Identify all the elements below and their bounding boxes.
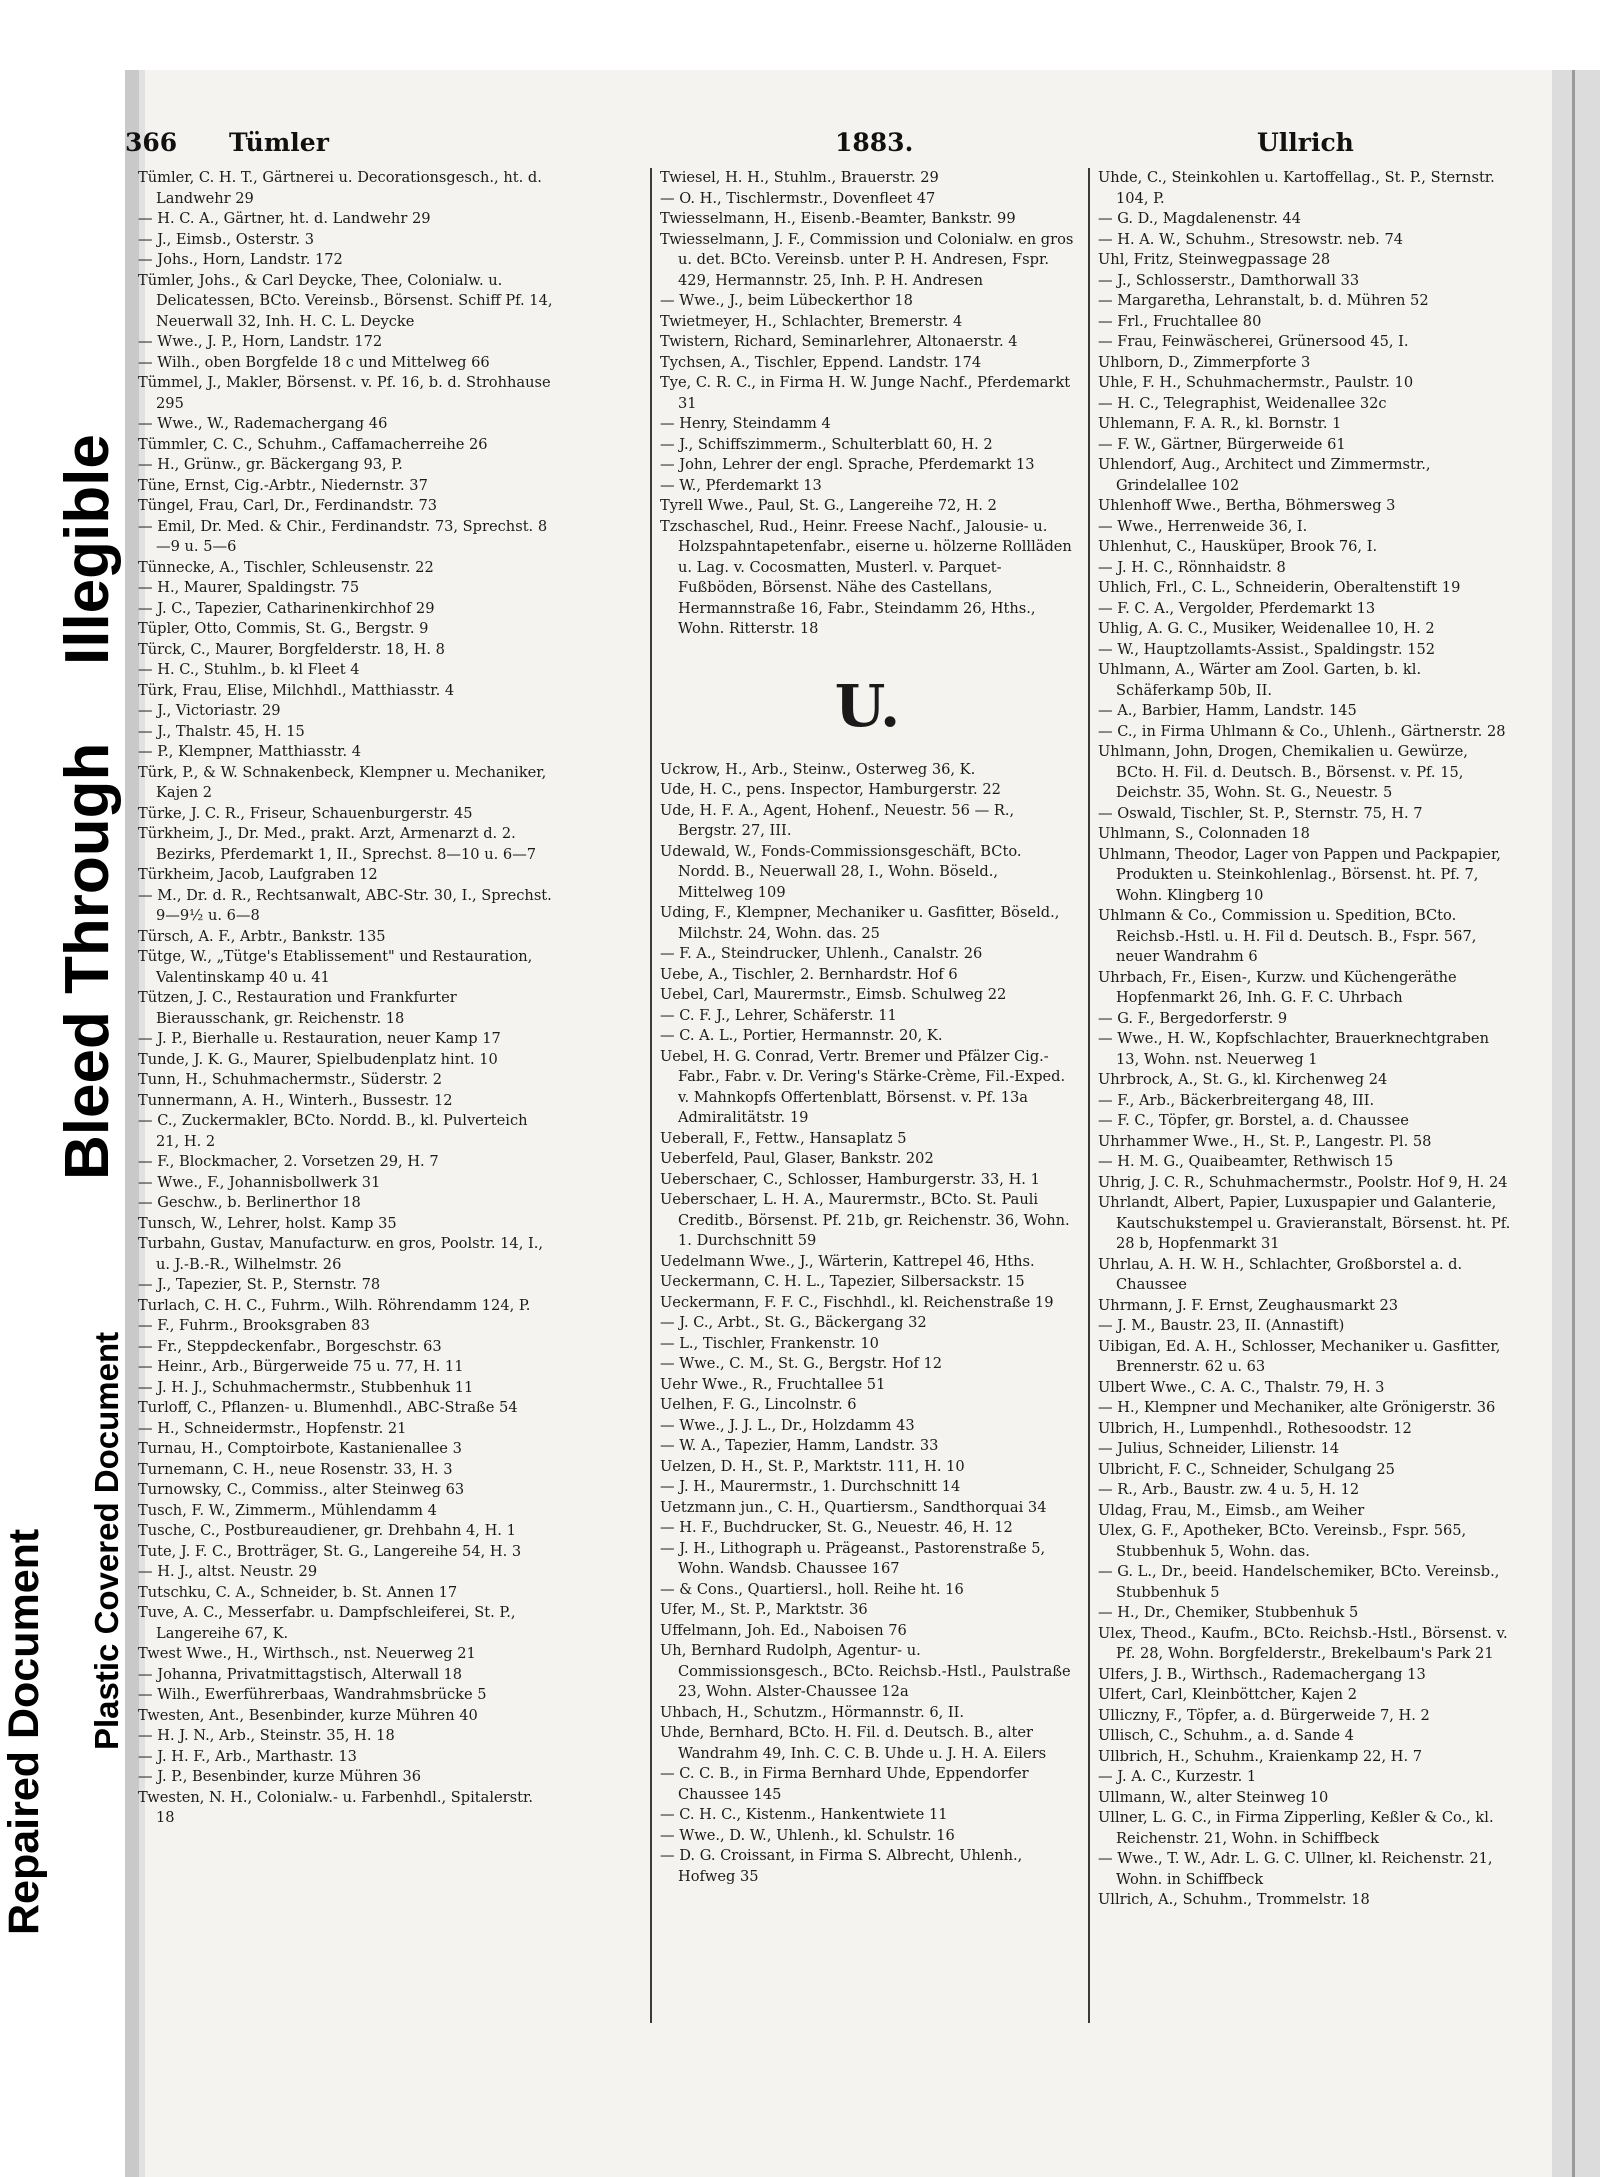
directory-entry: Uetzmann jun., C. H., Quartiersm., Sandthorquai 34 [660,1498,1047,1516]
directory-entry: Ueberfeld, Paul, Glaser, Bankstr. 202 [660,1150,934,1167]
directory-entry: — F., Fuhrm., Brooksgraben 83 [138,1317,370,1334]
directory-entry: Uhrbrock, A., St. G., kl. Kirchenweg 24 [1098,1071,1388,1088]
repaired-document-label: Repaired Document [0,1528,48,1935]
directory-entry: Uldag, Frau, M., Eimsb., am Weiher [1098,1501,1365,1519]
directory-entry: Ullbrich, H., Schuhm., Kraienkamp 22, H. 7 [1098,1747,1423,1765]
directory-entry: Uhrig, J. C. R., Schuhmachermstr., Poolstr. Hof 9, H. 24 [1098,1173,1508,1191]
directory-entry: — H., Dr., Chemiker, Stubbenhuk 5 [1098,1604,1359,1621]
directory-entry: Twietmeyer, H., Schlachter, Bremerstr. 4 [660,312,963,330]
directory-entry: — A., Barbier, Hamm, Landstr. 145 [1098,702,1357,719]
directory-entry: — J., Victoriastr. 29 [138,702,281,719]
column-2-top-entries [660,168,1075,640]
directory-entry: Türsch, A. F., Arbtr., Bankstr. 135 [138,927,386,945]
directory-entry: — Wwe., D. W., Uhlenh., kl. Schulstr. 16 [660,1826,955,1844]
directory-entry: Uhrbach, Fr., Eisen-, Kurzw. und Küchengeräthe Hopfenmarkt 26, Inh. G. F. C. Uhrbach [1098,968,1457,1006]
page-header [125,128,1425,164]
directory-entry: Tunnermann, A. H., Winterh., Bussestr. 12 [138,1091,453,1109]
directory-entry: — Wwe., H. W., Kopfschlachter, Brauerknechtgraben 13, Wohn. nst. Neuerweg 1 [1098,1030,1489,1068]
directory-entry: Ueberall, F., Fettw., Hansaplatz 5 [660,1129,907,1147]
directory-entry: Uhlemann, F. A. R., kl. Bornstr. 1 [1098,415,1342,432]
section-letter-u: U. [834,671,901,740]
page-binding-edge [125,70,139,2177]
directory-entry: Ueckermann, C. H. L., Tapezier, Silbersackstr. 15 [660,1273,1025,1290]
directory-entry: — Wwe., J. P., Horn, Landstr. 172 [138,333,383,350]
directory-entry: Twesten, N. H., Colonialw.- u. Farbenhdl., Spitalerstr. 18 [138,1788,533,1826]
directory-entry: Twest Wwe., H., Wirthsch., nst. Neuerweg 21 [138,1645,476,1662]
directory-entry: — J. M., Baustr. 23, II. (Annastift) [1098,1317,1345,1334]
directory-column-2 [660,168,1075,2028]
directory-entry: Ulex, G. F., Apotheker, BCto. Vereinsb., Fspr. 565, Stubbenhuk 5, Wohn. das. [1098,1522,1467,1560]
directory-entry: Turloff, C., Pflanzen- u. Blumenhdl., ABC-Straße 54 [138,1399,518,1416]
directory-entry: — Wilh., Ewerführerbaas, Wandrahmsbrücke 5 [138,1686,487,1703]
header-left-word: Tümler [229,128,329,157]
directory-entry: Tychsen, A., Tischler, Eppend. Landstr. 174 [660,353,982,371]
directory-entry: Uhle, F. H., Schuhmachermstr., Paulstr. 10 [1098,374,1414,391]
directory-entry: Uckrow, H., Arb., Steinw., Osterweg 36, K. [660,760,976,778]
directory-entry: — H., Klempner und Mechaniker, alte Grönigerstr. 36 [1098,1399,1496,1416]
directory-entry: — F. W., Gärtner, Bürgerweide 61 [1098,435,1346,453]
directory-entry: Uebe, A., Tischler, 2. Bernhardstr. Hof 6 [660,965,958,983]
directory-column-3 [1098,168,1513,2028]
directory-entry: Tunde, J. K. G., Maurer, Spielbudenplatz hint. 10 [138,1050,498,1068]
directory-entry: Türck, C., Maurer, Borgfelderstr. 18, H. 8 [138,640,445,658]
directory-entry: Ulbricht, F. C., Schneider, Schulgang 25 [1098,1460,1395,1478]
directory-entry: — Heinr., Arb., Bürgerweide 75 u. 77, H. 11 [138,1358,464,1375]
directory-entry: — Wwe., Herrenweide 36, I. [1098,517,1308,535]
directory-entry: — O. H., Tischlermstr., Dovenfleet 47 [660,189,936,207]
directory-entry: — C., Zuckermakler, BCto. Nordd. B., kl. Pulverteich 21, H. 2 [138,1112,528,1150]
directory-entry: Ulex, Theod., Kaufm., BCto. Reichsb.-Hstl., Börsenst. v. Pf. 28, Wohn. Borgfelderstr., Brekelbaum's Park 21 [1098,1624,1508,1662]
directory-entry: Uhlenhut, C., Hausküper, Brook 76, I. [1098,538,1378,555]
directory-entry: — H. C. A., Gärtner, ht. d. Landwehr 29 [138,210,431,227]
directory-entry: Ueberschaer, L. H. A., Maurermstr., BCto. St. Pauli Creditb., Börsenst. Pf. 21b, gr. Reichenstr. 36, Wohn. 1. Durchschnitt 59 [660,1191,1070,1249]
directory-entry: — J. H. F., Arb., Marthastr. 13 [138,1747,357,1765]
directory-entry: Uhlmann, Theodor, Lager von Pappen und Packpapier, Produkten u. Steinkohlenlag., Börsenst. ht. Pf. 7, Wohn. Klingberg 10 [1098,845,1501,904]
directory-entry: Ullisch, C., Schuhm., a. d. Sande 4 [1098,1727,1354,1744]
directory-entry: Tützen, J. C., Restauration und Frankfurter Bierausschank, gr. Reichenstr. 18 [138,989,457,1027]
directory-entry: — John, Lehrer der engl. Sprache, Pferdemarkt 13 [660,456,1035,473]
directory-entry: Türk, Frau, Elise, Milchhdl., Matthiasstr. 4 [138,681,455,699]
directory-entry: — C. C. B., in Firma Bernhard Uhde, Eppendorfer Chaussee 145 [660,1765,1029,1803]
directory-entry: Uhlmann, A., Wärter am Zool. Garten, b. kl. Schäferkamp 50b, II. [1098,661,1422,699]
directory-entry: — J. P., Bierhalle u. Restauration, neuer Kamp 17 [138,1030,501,1047]
directory-entry: — H. F., Buchdrucker, St. G., Neuestr. 46, H. 12 [660,1519,1013,1536]
directory-entry: — J. P., Besenbinder, kurze Mühren 36 [138,1768,422,1785]
directory-entry: Uelhen, F. G., Lincolnstr. 6 [660,1396,857,1413]
directory-entry: — R., Arb., Baustr. zw. 4 u. 5, H. 12 [1098,1481,1360,1498]
column-divider-2 [1088,168,1090,2023]
directory-entry: Ulliczny, F., Töpfer, a. d. Bürgerweide 7, H. 2 [1098,1706,1430,1724]
directory-entry: Ullner, L. G. C., in Firma Zipperling, Keßler & Co., kl. Reichenstr. 21, Wohn. in Schiffbeck [1098,1809,1494,1847]
directory-entry: Twiesel, H. H., Stuhlm., Brauerstr. 29 [660,169,939,186]
plastic-covered-label: Plastic Covered Document [88,1331,125,1750]
directory-entry: — M., Dr. d. R., Rechtsanwalt, ABC-Str. 30, I., Sprechst. 9—9½ u. 6—8 [138,886,552,924]
directory-entry: — G. D., Magdalenenstr. 44 [1098,210,1302,227]
directory-entry: Uhl, Fritz, Steinwegpassage 28 [1098,251,1331,268]
directory-entry: Uhlenhoff Wwe., Bertha, Böhmersweg 3 [1098,497,1396,514]
bleed-through-label: Bleed Through [53,742,122,1180]
column-2-bottom-entries [660,760,1075,1888]
directory-entry: — J., Thalstr. 45, H. 15 [138,722,305,740]
directory-entry: Tutschku, C. A., Schneider, b. St. Annen 17 [138,1583,458,1601]
directory-entry: — F. C., Töpfer, gr. Borstel, a. d. Chaussee [1098,1112,1409,1129]
directory-entry: — Wwe., J., beim Lübeckerthor 18 [660,292,913,309]
directory-entry: — H. C., Telegraphist, Weidenallee 32c [1098,394,1387,412]
directory-entry: Uhrlau, A. H. W. H., Schlachter, Großborstel a. d. Chaussee [1098,1255,1463,1293]
directory-entry: — C. H. C., Kistenm., Hankentwiete 11 [660,1806,948,1823]
directory-entry: — F., Blockmacher, 2. Vorsetzen 29, H. 7 [138,1153,439,1170]
directory-entry: — Henry, Steindamm 4 [660,415,831,432]
directory-entry: Uhlmann, John, Drogen, Chemikalien u. Gewürze, BCto. H. Fil. d. Deutsch. B., Börsenst. v. Pf. 15, Deichstr. 35, Wohn. St. G., Neuestr. 5 [1098,743,1468,801]
directory-entry: Twesten, Ant., Besenbinder, kurze Mühren 40 [138,1706,478,1724]
directory-entry: Uhrmann, J. F. Ernst, Zeughausmarkt 23 [1098,1296,1399,1314]
directory-entry: Twistern, Richard, Seminarlehrer, Altonaerstr. 4 [660,333,1018,350]
directory-entry: Tye, C. R. C., in Firma H. W. Junge Nachf., Pferdemarkt 31 [660,374,1071,412]
directory-entry: — L., Tischler, Frankenstr. 10 [660,1334,879,1352]
directory-entry: — D. G. Croissant, in Firma S. Albrecht, Uhlenh., Hofweg 35 [660,1847,1023,1885]
directory-entry: Uhrlandt, Albert, Papier, Luxuspapier und Galanterie, Kautschukstempel u. Gravieranstalt, Börsenst. ht. Pf. 28 b, Hopfenmarkt 31 [1098,1194,1511,1252]
directory-entry: — H. J. N., Arb., Steinstr. 35, H. 18 [138,1727,395,1744]
directory-entry: Udewald, W., Fonds-Commissionsgeschäft, BCto. Nordd. B., Neuerwall 28, I., Wohn. Böseld., Mittelweg 109 [660,842,1022,901]
directory-entry: — W., Pferdemarkt 13 [660,476,822,494]
directory-entry: — J. A. C., Kurzestr. 1 [1098,1768,1257,1785]
directory-entry: — H. J., altst. Neustr. 29 [138,1563,318,1580]
directory-entry: Tütge, W., „Tütge's Etablissement" und Restauration, Valentinskamp 40 u. 41 [138,948,533,986]
directory-entry: Tünnecke, A., Tischler, Schleusenstr. 22 [138,558,434,576]
directory-entry: Ulbert Wwe., C. A. C., Thalstr. 79, H. 3 [1098,1378,1385,1396]
directory-entry: — G. L., Dr., beeid. Handelschemiker, BCto. Vereinsb., Stubbenhuk 5 [1098,1563,1500,1601]
directory-entry: Tusche, C., Postbureaudiener, gr. Drehbahn 4, H. 1 [138,1522,516,1539]
right-margin-line [1572,70,1575,2177]
directory-entry: Ude, H. C., pens. Inspector, Hamburgerstr. 22 [660,781,1001,798]
directory-entry: — H. C., Stuhlm., b. kl Fleet 4 [138,661,360,678]
directory-column-1 [138,168,553,2028]
directory-entry: — Wwe., F., Johannisbollwerk 31 [138,1173,381,1191]
directory-entry: — Wwe., W., Rademachergang 46 [138,415,388,432]
directory-entry: Twiesselmann, H., Eisenb.-Beamter, Bankstr. 99 [660,210,1016,227]
directory-entry: — H., Maurer, Spaldingstr. 75 [138,579,360,596]
directory-entry: Tümler, Johs., & Carl Deycke, Thee, Colonialw. u. Delicatessen, BCto. Vereinsb., Börsenst. Schiff Pf. 14, Neuerwall 32, Inh. H. C. L. Deycke [138,271,553,330]
directory-entry: Ude, H. F. A., Agent, Hohenf., Neuestr. 56 — R., Bergstr. 27, III. [660,801,1015,839]
directory-entry: Tute, J. F. C., Brotträger, St. G., Langereihe 54, H. 3 [138,1542,522,1560]
directory-entry: — Margaretha, Lehranstalt, b. d. Mühren 52 [1098,292,1429,309]
directory-entry: — Julius, Schneider, Lilienstr. 14 [1098,1440,1340,1457]
directory-entry: Turlach, C. H. C., Fuhrm., Wilh. Röhrendamm 124, P. [138,1296,531,1314]
directory-entry: Tüne, Ernst, Cig.-Arbtr., Niedernstr. 37 [138,476,428,494]
directory-entry: Tümmler, C. C., Schuhm., Caffamacherreihe 26 [138,435,488,453]
directory-entry: Tüpler, Otto, Commis, St. G., Bergstr. 9 [138,620,429,637]
directory-entry: Ulbrich, H., Lumpenhdl., Rothesoodstr. 12 [1098,1419,1412,1437]
directory-entry: Ullmann, W., alter Steinweg 10 [1098,1788,1329,1806]
directory-entry: — & Cons., Quartiersl., holl. Reihe ht. 16 [660,1580,964,1598]
directory-entry: — Frau, Feinwäscherei, Grünersood 45, I. [1098,333,1409,350]
directory-entry: — Johanna, Privatmittagstisch, Alterwall 18 [138,1665,463,1683]
directory-entry: Turnowsky, C., Commiss., alter Steinweg 63 [138,1481,465,1498]
directory-entry: Tüngel, Frau, Carl, Dr., Ferdinandstr. 73 [138,497,438,514]
page-number: 366 [125,128,178,157]
directory-entry: Uibigan, Ed. A. H., Schlosser, Mechaniker u. Gasfitter, Brennerstr. 62 u. 63 [1098,1337,1501,1375]
directory-entry: Uhbach, H., Schutzm., Hörmannstr. 6, II. [660,1703,965,1721]
directory-entry: — G. F., Bergedorferstr. 9 [1098,1009,1288,1027]
directory-entry: Uedelmann Wwe., J., Wärterin, Kattrepel 46, Hths. [660,1252,1035,1270]
directory-entry: — H., Schneidermstr., Hopfenstr. 21 [138,1419,407,1437]
right-margin-strip [1552,70,1600,2177]
directory-entry: Uh, Bernhard Rudolph, Agentur- u. Commissionsgesch., BCto. Reichsb.-Hstl., Paulstraße 23, Wohn. Alster-Chaussee 12a [660,1642,1071,1700]
directory-entry: Uffelmann, Joh. Ed., Naboisen 76 [660,1621,907,1639]
directory-entry: Tyrell Wwe., Paul, St. G., Langereihe 72, H. 2 [660,497,997,514]
directory-entry: Uhlich, Frl., C. L., Schneiderin, Oberaltenstift 19 [1098,579,1461,596]
directory-entry: Turnau, H., Comptoirbote, Kastanienallee 3 [138,1440,462,1457]
directory-entry: — J., Tapezier, St. P., Sternstr. 78 [138,1276,381,1293]
directory-entry: — Johs., Horn, Landstr. 172 [138,251,343,268]
directory-entry: — J. H., Maurermstr., 1. Durchschnitt 14 [660,1478,961,1495]
directory-entry: Uhlmann, S., Colonnaden 18 [1098,825,1310,842]
directory-entry: Ullrich, A., Schuhm., Trommelstr. 18 [1098,1891,1370,1908]
directory-entry: Uhrhammer Wwe., H., St. P., Langestr. Pl. 58 [1098,1132,1432,1150]
directory-entry: Uding, F., Klempner, Mechaniker u. Gasfitter, Böseld., Milchstr. 24, Wohn. das. 25 [660,904,1060,942]
directory-entry: — Geschw., b. Berlinerthor 18 [138,1194,361,1211]
directory-entry: Tzschaschel, Rud., Heinr. Freese Nachf., Jalousie- u. Holzspahntapetenfabr., eiserne u. hölzerne Rollläden u. Lag. v. Cocosmatten, Musterl. v. Parquet-Fußböden, Börsenst. Nähe des Castellans, Hermannstraße 16, Fabr., Steindamm 26, Hths., Wohn. Ritterstr. 18 [660,517,1072,637]
directory-entry: Tunn, H., Schuhmachermstr., Süderstr. 2 [138,1071,443,1088]
directory-entry: — F., Arb., Bäckerbreitergang 48, III. [1098,1091,1375,1109]
directory-entry: Ueberschaer, C., Schlosser, Hamburgerstr. 33, H. 1 [660,1170,1040,1188]
directory-entry: — C. F. J., Lehrer, Schäferstr. 11 [660,1006,897,1024]
directory-entry: — F. C. A., Vergolder, Pferdemarkt 13 [1098,599,1376,617]
directory-entry: — J. H. C., Rönnhaidstr. 8 [1098,558,1286,576]
directory-entry: Tümmel, J., Makler, Börsenst. v. Pf. 16, b. d. Strohhause 295 [138,374,551,412]
directory-entry: Uebel, H. G. Conrad, Vertr. Bremer und Pfälzer Cig.-Fabr., Fabr. v. Dr. Vering's Stärke-Crème, Fil.-Exped. v. Mahnkopfs Offertenblatt, Börsenst. v. Pf. 13a Admiralitätstr. 19 [660,1047,1066,1126]
directory-entry: Ufer, M., St. P., Marktstr. 36 [660,1601,868,1618]
directory-entry: — P., Klempner, Matthiasstr. 4 [138,743,362,760]
directory-entry: — C., in Firma Uhlmann & Co., Uhlenh., Gärtnerstr. 28 [1098,722,1506,740]
directory-entry: — J. H. J., Schuhmachermstr., Stubbenhuk 11 [138,1378,474,1396]
directory-entry: Uelzen, D. H., St. P., Marktstr. 111, H. 10 [660,1457,965,1475]
directory-entry: — W. A., Tapezier, Hamm, Landstr. 33 [660,1437,939,1454]
directory-entry: — H. A. W., Schuhm., Stresowstr. neb. 74 [1098,230,1404,248]
directory-entry: Twiesselmann, J. F., Commission und Colonialw. en gros u. det. BCto. Vereinsb. unter P. H. Andresen, Fspr. 429, Hermannstr. 25, Inh. P. H. Andresen [660,230,1074,289]
directory-entry: — Wwe., T. W., Adr. L. G. C. Ullner, kl. Reichenstr. 21, Wohn. in Schiffbeck [1098,1850,1493,1888]
directory-entry: Turbahn, Gustav, Manufacturw. en gros, Poolstr. 14, I., u. J.-B.-R., Wilhelmstr. 26 [138,1235,544,1273]
directory-entry: — J., Eimsb., Osterstr. 3 [138,230,314,248]
directory-entry: Uhlig, A. G. C., Musiker, Weidenallee 10, H. 2 [1098,620,1435,637]
directory-entry: — J. H., Lithograph u. Prägeanst., Pastorenstraße 5, Wohn. Wandsb. Chaussee 167 [660,1539,1046,1577]
header-right-word: Ullrich [1257,128,1354,157]
directory-entry: — H., Grünw., gr. Bäckergang 93, P. [138,456,403,473]
directory-entry: Uhde, Bernhard, BCto. H. Fil. d. Deutsch. B., alter Wandrahm 49, Inh. C. C. B. Uhde u. J. H. A. Eilers [660,1724,1047,1762]
directory-entry: — Wilh., oben Borgfelde 18 c und Mittelweg 66 [138,353,490,371]
directory-entry: Turnemann, C. H., neue Rosenstr. 33, H. 3 [138,1460,453,1478]
directory-entry: — H. M. G., Quaibeamter, Rethwisch 15 [1098,1153,1394,1170]
directory-entry: — Fr., Steppdeckenfabr., Borgeschstr. 63 [138,1337,442,1355]
directory-entry: — J. C., Tapezier, Catharinenkirchhof 29 [138,599,435,617]
directory-entry: — Wwe., C. M., St. G., Bergstr. Hof 12 [660,1355,943,1372]
directory-entry: Uhlborn, D., Zimmerpforte 3 [1098,353,1311,371]
directory-entry: Tunsch, W., Lehrer, holst. Kamp 35 [138,1214,397,1232]
directory-entry: Ulfert, Carl, Kleinböttcher, Kajen 2 [1098,1686,1357,1703]
directory-entry: — Emil, Dr. Med. & Chir., Ferdinandstr. 73, Sprechst. 8—9 u. 5—6 [138,517,548,555]
directory-entry: Uehr Wwe., R., Fruchtallee 51 [660,1375,886,1393]
directory-entry: Türke, J. C. R., Friseur, Schauenburgerstr. 45 [138,804,473,822]
directory-entry: Uebel, Carl, Maurermstr., Eimsb. Schulweg 22 [660,986,1007,1003]
directory-entry: Tümler, C. H. T., Gärtnerei u. Decorationsgesch., ht. d. Landwehr 29 [138,169,542,207]
column-divider-1 [650,168,652,2023]
directory-entry: — F. A., Steindrucker, Uhlenh., Canalstr. 26 [660,945,983,962]
directory-entry: Ulfers, J. B., Wirthsch., Rademachergang 13 [1098,1665,1426,1683]
directory-entry: Türkheim, J., Dr. Med., prakt. Arzt, Armenarzt d. 2. Bezirks, Pferdemarkt 1, II., Sprechst. 8—10 u. 6—7 [138,825,537,863]
directory-entry: Ueckermann, F. F. C., Fischhdl., kl. Reichenstraße 19 [660,1293,1054,1311]
directory-entry: — Oswald, Tischler, St. P., Sternstr. 75, H. 7 [1098,804,1423,822]
directory-entry: — Frl., Fruchtallee 80 [1098,312,1262,330]
directory-entry: Türkheim, Jacob, Laufgraben 12 [138,866,378,883]
directory-entry: — C. A. L., Portier, Hermannstr. 20, K. [660,1027,943,1044]
directory-entry: Tusch, F. W., Zimmerm., Mühlendamm 4 [138,1501,437,1519]
directory-entry: Uhde, C., Steinkohlen u. Kartoffellag., St. P., Sternstr. 104, P. [1098,169,1495,207]
header-year: 1883. [835,128,914,157]
illegible-label: Illegible [53,434,122,665]
directory-entry: — W., Hauptzollamts-Assist., Spaldingstr. 152 [1098,640,1436,658]
directory-entry: Türk, P., & W. Schnakenbeck, Klempner u. Mechaniker, Kajen 2 [138,763,547,801]
directory-entry: — J. C., Arbt., St. G., Bäckergang 32 [660,1314,927,1331]
directory-entry: Uhlmann & Co., Commission u. Spedition, BCto. Reichsb.-Hstl. u. H. Fil d. Deutsch. B., Fspr. 567, neuer Wandrahm 6 [1098,907,1477,965]
directory-entry: — Wwe., J. J. L., Dr., Holzdamm 43 [660,1416,915,1434]
directory-entry: — J., Schiffszimmerm., Schulterblatt 60, H. 2 [660,435,993,453]
directory-entry: Uhlendorf, Aug., Architect und Zimmermstr., Grindelallee 102 [1098,456,1431,494]
directory-entry: Tuve, A. C., Messerfabr. u. Dampfschleiferei, St. P., Langereihe 67, K. [138,1604,516,1642]
directory-entry: — J., Schlosserstr., Damthorwall 33 [1098,271,1360,289]
